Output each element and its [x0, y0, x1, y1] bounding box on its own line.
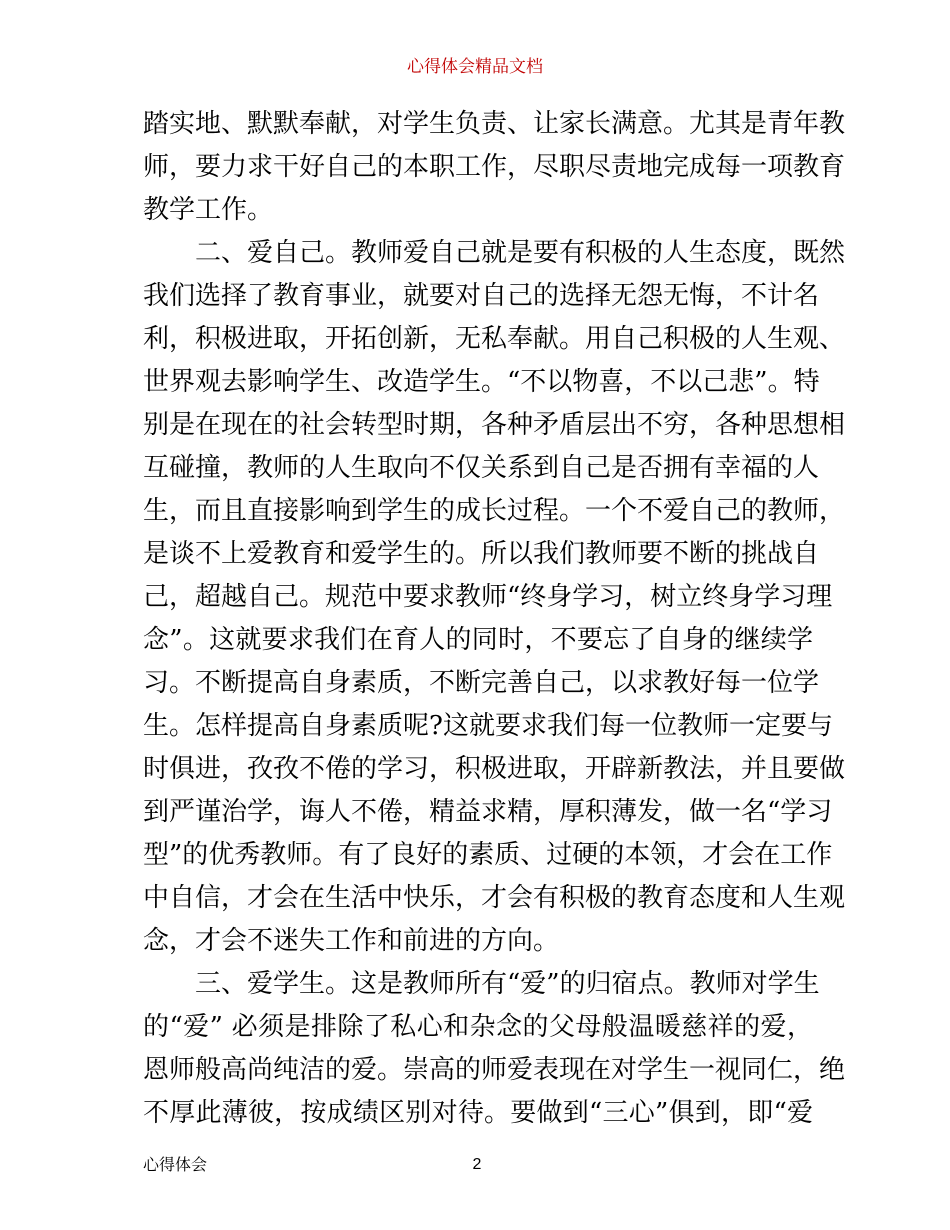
text-line: 的“爱” 必须是排除了私心和杂念的父母般温暖慈祥的爱， — [143, 1012, 813, 1042]
text-line: 三、爱学生。这是教师所有“爱”的归宿点。教师对学生 — [195, 969, 820, 999]
text-line: 师，要力求干好自己的本职工作，尽职尽责地完成每一项教育 — [143, 152, 846, 182]
text-line: 生，而且直接影响到学生的成长过程。一个不爱自己的教师， — [143, 496, 846, 526]
text-line: 己，超越自己。规范中要求教师“终身学习，树立终身学习理 — [143, 582, 833, 612]
text-line: 教学工作。 — [143, 195, 274, 225]
text-line: 恩师般高尚纯洁的爱。崇高的师爱表现在对学生一视同仁，绝 — [143, 1055, 846, 1085]
text-line: 利，积极进取，开拓创新，无私奉献。用自己积极的人生观、 — [143, 324, 846, 354]
text-line: 型”的优秀教师。有了良好的素质、过硬的本领，才会在工作 — [143, 840, 833, 870]
text-line: 中自信，才会在生活中快乐，才会有积极的教育态度和人生观 — [143, 883, 846, 913]
text-line: 不厚此薄彼，按成绩区别对待。要做到“三心”俱到，即“爱 — [143, 1098, 813, 1128]
document-header-title: 心得体会精品文档 — [407, 57, 543, 77]
footer-label: 心得体会 — [143, 1155, 208, 1174]
page-number: 2 — [472, 1156, 482, 1173]
text-line: 世界观去影响学生、改造学生。“不以物喜，不以己悲”。特 — [143, 367, 820, 397]
text-line: 念”。这就要求我们在育人的同时，不要忘了自身的继续学 — [143, 625, 813, 655]
text-line: 习。不断提高自身素质，不断完善自己，以求教好每一位学 — [143, 668, 820, 698]
text-line: 生。怎样提高自身素质呢?这就要求我们每一位教师一定要与 — [143, 711, 833, 741]
text-line: 踏实地、默默奉献，对学生负责、让家长满意。尤其是青年教 — [143, 109, 846, 139]
text-line: 我们选择了教育事业，就要对自己的选择无怨无悔，不计名 — [143, 281, 820, 311]
text-line: 时俱进，孜孜不倦的学习，积极进取，开辟新教法，并且要做 — [143, 754, 846, 784]
text-line: 互碰撞，教师的人生取向不仅关系到自己是否拥有幸福的人 — [143, 453, 820, 483]
document-body — [143, 103, 846, 1135]
text-line: 别是在现在的社会转型时期，各种矛盾层出不穷，各种思想相 — [143, 410, 846, 440]
text-line: 二、爱自己。教师爱自己就是要有积极的人生态度，既然 — [195, 238, 846, 268]
text-line: 是谈不上爱教育和爱学生的。所以我们教师要不断的挑战自 — [143, 539, 820, 569]
text-line: 到严谨治学，诲人不倦，精益求精，厚积薄发，做一名“学习 — [143, 797, 833, 827]
text-line: 念，才会不迷失工作和前进的方向。 — [143, 926, 560, 956]
